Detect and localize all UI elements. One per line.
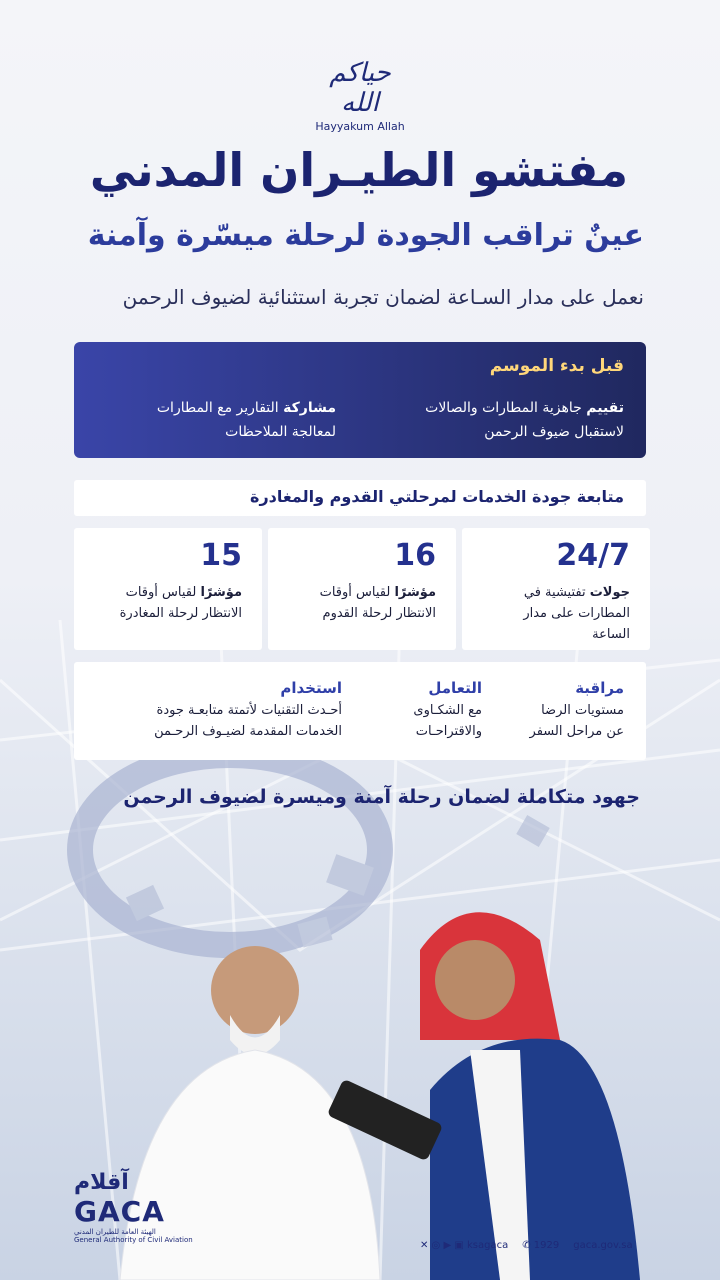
contact-bar [420,1240,633,1251]
stat-line2: الانتظار لرحلة المغادرة [119,606,242,621]
hayyakum-allah-logo [310,58,410,133]
panel-line1: أحـدث التقنيات لأتمتة متابعـة جودة [156,703,342,718]
stat-number: 15 [200,538,242,573]
tagline: نعمل على مدار السـاعة لضمان تجربة استثنائية لضيوف الرحمن [122,285,644,309]
panel-heading: استخدام [280,679,342,697]
page-title: مفتشو الطيـران المدني [89,143,629,197]
stat-text [470,582,630,645]
stat-number: 16 [394,538,436,573]
season-item2-line1: التقارير مع المطارات [156,400,284,416]
page-subtitle: عينٌ تراقب الجودة لرحلة ميسّرة وآمنة [87,218,644,253]
season-item-assessment [425,396,624,444]
panel-heading: مراقبة [575,679,624,697]
social-icons[interactable]: ✕ ◎ ▶ ▣ ksagaca [420,1240,509,1251]
quality-band [74,480,646,516]
gaca-sub-ar: الهيئة العامة للطيران المدني [74,1228,156,1236]
panel-line1: مستويات الرضا [541,703,624,718]
hayyakum-english: Hayyakum Allah [315,120,405,133]
stat-bold: مؤشرًا [200,585,242,600]
before-season-box [74,342,646,458]
stat-text [82,582,242,624]
panel-technology [92,676,342,742]
panel-line2: والاقتراحـات [415,724,482,739]
panel-line1: مع الشكـاوى [413,703,482,718]
stat-line1: تفتيشية في [523,585,590,600]
stat-line2: المطارات على مدار [523,606,630,621]
season-item1-line1: جاهزية المطارات والصالات [425,400,587,416]
stat-number: 24/7 [556,538,630,573]
stat-line2: الانتظار لرحلة القدوم [322,606,436,621]
footer-note: جهود متكاملة لضمان رحلة آمنة وميسرة لضيوف الرحمن [123,786,640,808]
season-item1-bold: تقييم [586,400,624,416]
season-item1-line2: لاستقبال ضيوف الرحمن [484,424,624,440]
stat-card-arrival [268,528,456,650]
website-link[interactable]: gaca.gov.sa [573,1240,633,1251]
gaca-logo [74,1170,193,1244]
season-item2-line2: لمعالجة الملاحظات [225,424,336,440]
stat-line1: لقياس أوقات [319,585,395,600]
season-heading: قبل بدء الموسم [489,356,624,376]
stat-bold: مؤشرًا [394,585,436,600]
stat-text [276,582,436,624]
hayyakum-arabic: حياكم الله [329,58,391,118]
stat-line3: الساعة [592,627,630,642]
panel-handling [352,676,482,742]
gaca-sub-en: General Authority of Civil Aviation [74,1236,193,1244]
social-handle: ksagaca [466,1240,509,1251]
gaca-wordmark: GACA [74,1195,165,1228]
season-item-sharing [157,396,336,444]
panel-line2: عن مراحل السفر [529,724,624,739]
panel-line2: الخدمات المقدمة لضيـوف الرحـمن [154,724,342,739]
phone[interactable]: ✆ 1929 [522,1240,560,1251]
stat-card-tours [462,528,650,650]
stat-bold: جولات [589,585,630,600]
aqlam-logo: آقلام [74,1170,129,1195]
stat-line1: لقياس أوقات [125,585,201,600]
efforts-panel [74,662,646,760]
panel-heading: التعامل [428,679,482,697]
season-item2-bold: مشاركة [283,400,336,416]
panel-monitoring [484,676,624,742]
phone-number: 1929 [533,1240,560,1251]
quality-band-text: متابعة جودة الخدمات لمرحلتي القدوم والمغادرة [250,487,624,506]
stat-card-departure [74,528,262,650]
